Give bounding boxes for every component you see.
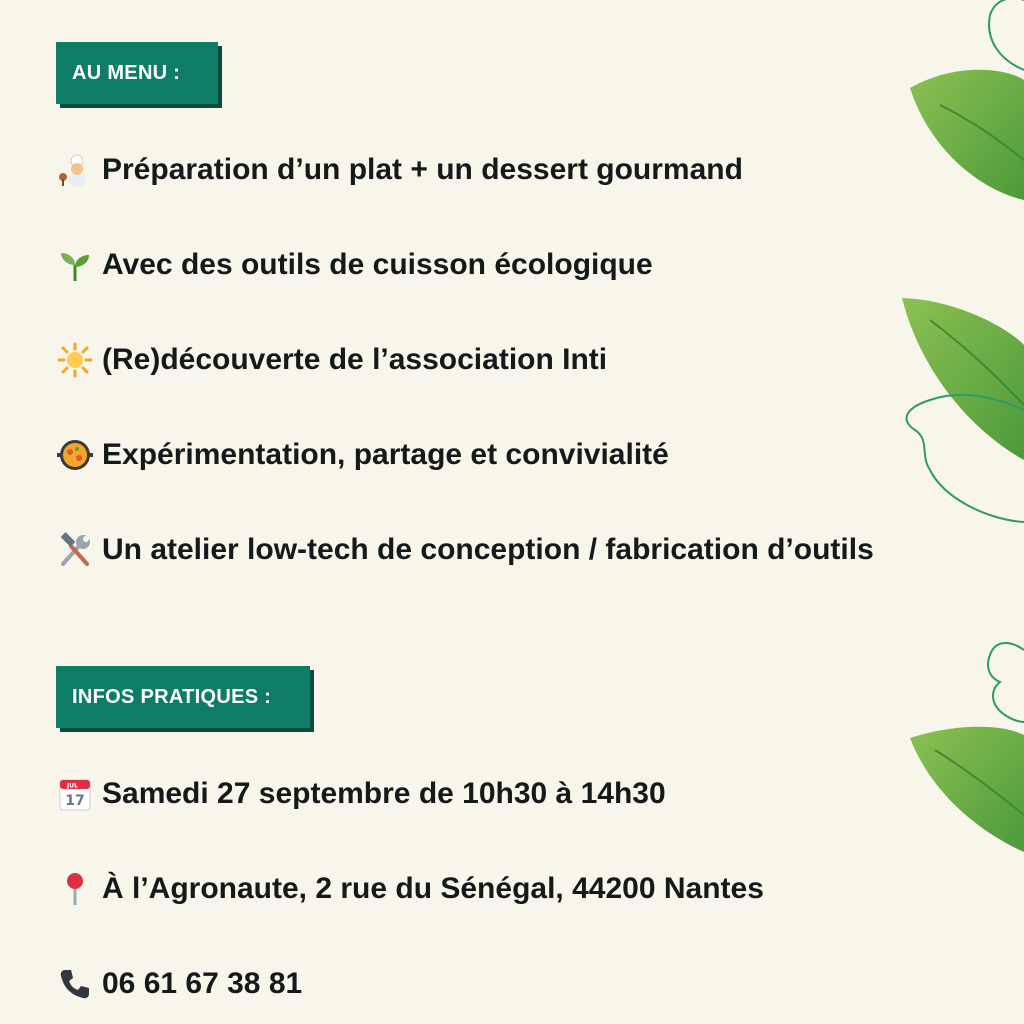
leaf-outline-lower — [988, 643, 1024, 722]
chef-icon — [56, 151, 94, 189]
info-item-text: À l’Agronaute, 2 rue du Sénégal, 44200 Nantes — [102, 872, 764, 905]
leaf-outline-top — [989, 0, 1024, 70]
menu-item-text: Un atelier low-tech de conception / fabrication d’outils — [102, 533, 874, 566]
info-item-address — [56, 867, 764, 911]
seedling-icon — [56, 246, 94, 284]
menu-item-text: Avec des outils de cuisson écologique — [102, 248, 653, 281]
menu-section-badge — [56, 42, 218, 104]
calendar-month: JUL — [67, 782, 78, 790]
leaf-outline-middle — [907, 395, 1024, 522]
menu-item-text: Préparation d’un plat + un dessert gourmand — [102, 153, 743, 186]
pin-icon — [56, 870, 94, 908]
menu-item-2 — [56, 243, 653, 287]
menu-item-text: (Re)découverte de l’association Inti — [102, 343, 608, 376]
leaf-top — [910, 70, 1024, 200]
paella-pan-icon — [56, 436, 94, 474]
leaf-middle — [902, 298, 1024, 460]
hammer-wrench-icon — [56, 531, 94, 569]
info-item-text: 06 61 67 38 81 — [102, 967, 303, 1000]
info-item-text: Samedi 27 septembre de 10h30 à 14h30 — [102, 777, 666, 810]
infos-section-title: INFOS PRATIQUES : — [72, 685, 272, 708]
info-item-phone — [56, 962, 302, 1006]
infos-section-badge — [56, 666, 310, 728]
calendar-icon — [56, 775, 94, 813]
menu-section-title: AU MENU : — [72, 61, 181, 84]
info-item-date — [56, 772, 666, 816]
menu-item-3 — [56, 338, 607, 382]
menu-item-4 — [56, 433, 669, 477]
menu-item-5 — [56, 528, 874, 572]
phone-icon — [56, 965, 94, 1003]
leaf-bottom — [910, 727, 1024, 852]
sun-icon — [56, 341, 94, 379]
menu-item-1 — [56, 148, 743, 192]
menu-item-text: Expérimentation, partage et convivialité — [102, 438, 669, 471]
calendar-day: 17 — [65, 793, 85, 809]
